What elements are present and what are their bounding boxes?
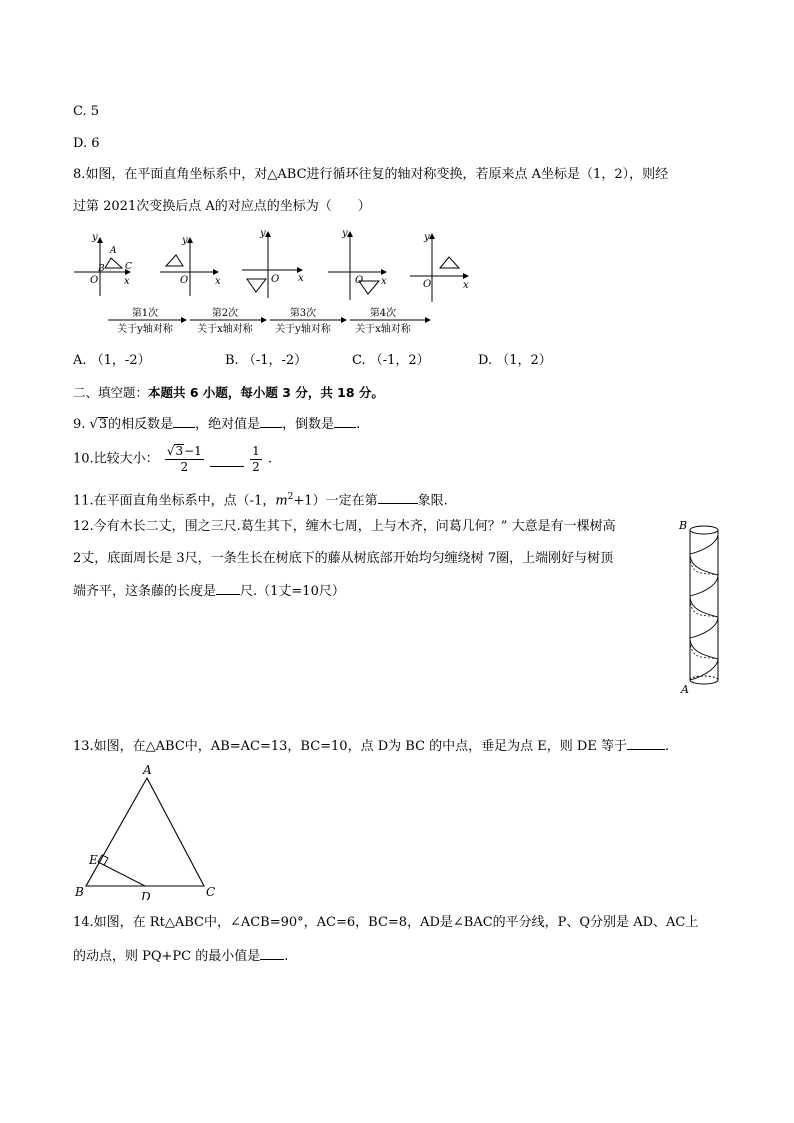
svg-text:y: y	[182, 235, 188, 246]
svg-text:O: O	[355, 275, 364, 286]
svg-text:y: y	[260, 228, 266, 239]
vertex-b-label: B	[75, 885, 84, 899]
fraction-left: $\frac{√3-1}{2}$	[166, 444, 202, 474]
svg-text:y: y	[342, 228, 348, 239]
step-3-label: 第3次 关于y轴对称	[275, 308, 331, 335]
y-axis-label: y	[92, 232, 98, 243]
q14-text-line2: 的动点，则 PQ+PC 的最小值是 .	[73, 946, 288, 966]
q11-text: 11.在平面直角坐标系中，点（-1，$m^2+1$）一定在第 象限.	[73, 492, 448, 509]
x-axis-label: x	[124, 276, 130, 287]
point-c-label: C	[125, 262, 132, 272]
q8-option-b: B. （-1，-2）	[225, 353, 308, 368]
option-c: C. 5	[73, 104, 100, 119]
coordinate-panel-step3	[328, 228, 387, 300]
svg-text:x: x	[463, 280, 469, 291]
svg-text:x: x	[298, 273, 304, 284]
q9-text: 9. √3的相反数是 ，绝对值是 ，倒数是 .	[73, 414, 360, 434]
point-e-label: E	[89, 853, 98, 867]
svg-text:y: y	[424, 232, 430, 243]
q8-text-line2: 过第 2021次变换后点 A的对应点的坐标为（ ）	[73, 199, 371, 214]
svg-text:O: O	[271, 274, 280, 285]
step-1-label: 第1次 关于y轴对称	[117, 308, 173, 335]
svg-text:O: O	[180, 275, 189, 286]
q8-option-d: D. （1，2）	[478, 353, 552, 368]
q10-text: 10.比较大小： $\frac{√3-1}{2}$ $\frac{1}{2}$ .	[73, 444, 273, 474]
q8-text-line1: 8.如图，在平面直角坐标系中，对△ABC进行循环往复的轴对称变换，若原来点 A坐标是（1，2），则经	[73, 167, 669, 182]
coordinate-panel-step4	[410, 232, 469, 302]
option-d: D. 6	[73, 136, 100, 151]
point-a-label: A	[110, 246, 117, 256]
q12-text-line3: 端齐平，这条藤的长度是 尺.（1丈=10尺）	[73, 581, 345, 601]
cylinder-top-label: B	[679, 519, 688, 532]
point-d-label: D	[141, 890, 151, 900]
q8-option-c: C. （-1，2）	[352, 353, 430, 368]
coordinate-panel-step2	[242, 228, 304, 298]
q13-text: 13.如图，在△ABC中，AB=AC=13，BC=10，点 D为 BC 的中点，垂足为点 E，则 DE 等于 .	[73, 736, 669, 756]
q12-cylinder-figure	[676, 516, 726, 696]
fraction-right: $\frac{1}{2}$	[252, 444, 260, 474]
q12-text-line2: 2丈，底面周长是 3尺，一条生长在树底下的藤从树底部开始均匀缠绕树 7圈，上端刚好与树顶	[73, 551, 614, 566]
vertex-a-label: A	[143, 763, 152, 777]
svg-text:O: O	[423, 279, 432, 290]
point-b-label: B	[98, 264, 105, 274]
origin-label: O	[90, 275, 99, 286]
svg-text:x: x	[381, 276, 387, 287]
step-4-label: 第4次 关于x轴对称	[355, 308, 411, 335]
svg-text:x: x	[215, 276, 221, 287]
q13-triangle-figure	[72, 760, 222, 900]
coordinate-panel-step1	[160, 235, 221, 296]
cylinder-bottom-label: A	[681, 683, 689, 696]
q12-text-line1: 12.今有木长二丈，围之三尺.葛生其下，缠木七周，上与木齐，问葛几何？” 大意是有一棵树高	[73, 519, 616, 534]
q8-option-a: A. （1，-2）	[73, 353, 151, 368]
step-2-label: 第2次 关于x轴对称	[197, 308, 253, 335]
q14-text-line1: 14.如图，在 Rt△ABC中，∠ACB=90°，AC=6，BC=8，AD是∠BAC的平分线，P、Q分别是 AD、AC上	[73, 915, 699, 930]
vertex-c-label: C	[206, 885, 216, 899]
coordinate-panel-original	[74, 232, 132, 296]
section-2-heading: 二、填空题：本题共 6 小题，每小题 3 分，共 18 分。	[73, 385, 384, 400]
